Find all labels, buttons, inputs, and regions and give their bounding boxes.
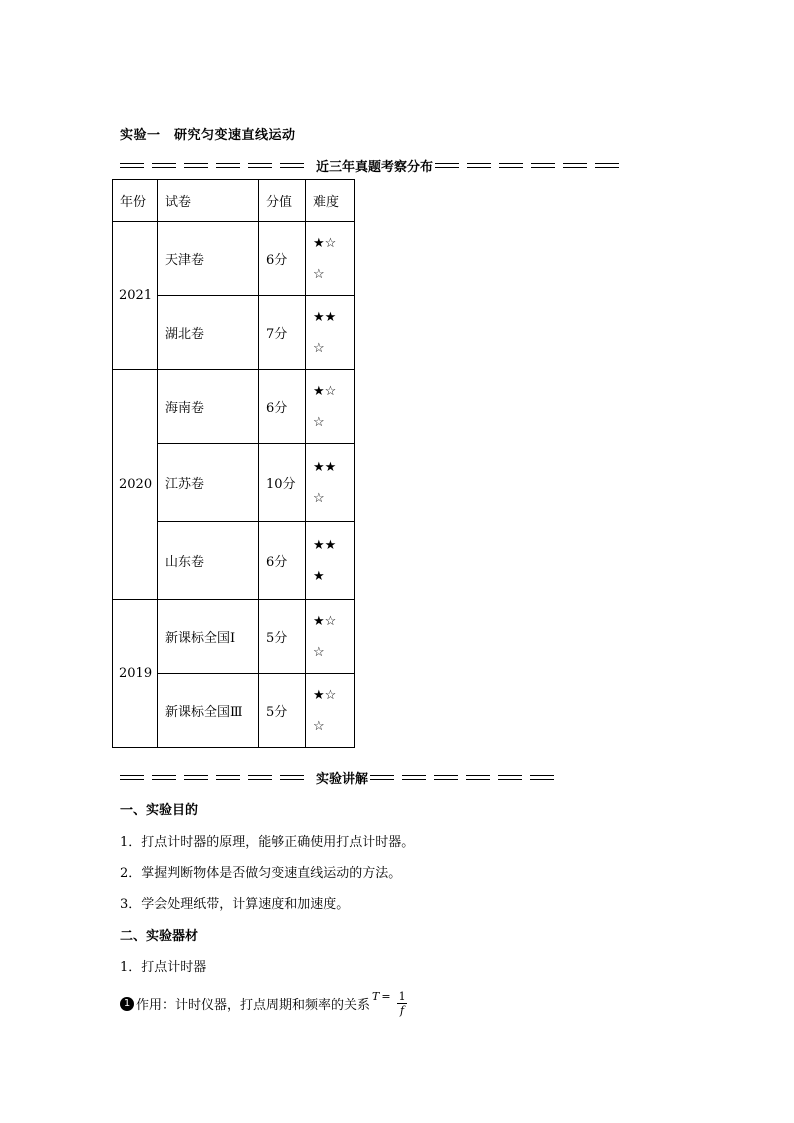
header-paper: 试卷 xyxy=(158,180,259,222)
difficulty-cell xyxy=(306,522,355,600)
divider-dash xyxy=(530,775,554,780)
difficulty-stars: ☆ xyxy=(313,266,325,282)
divider-dash xyxy=(467,163,491,168)
difficulty-stars: ☆ xyxy=(313,340,325,356)
score-cell: 6分 xyxy=(259,222,306,296)
divider-dash xyxy=(216,775,240,780)
paper-cell: 新课标全国Ⅰ xyxy=(158,600,259,674)
divider-dash xyxy=(216,163,240,168)
header-difficulty: 难度 xyxy=(306,180,355,222)
function-line xyxy=(120,990,408,1017)
divider-dash xyxy=(120,775,144,780)
divider-dash xyxy=(152,163,176,168)
paper-cell: 天津卷 xyxy=(158,222,259,296)
divider-dash xyxy=(280,775,304,780)
divider-dash xyxy=(120,163,144,168)
score-cell: 5分 xyxy=(259,674,306,748)
function-text: 作用：计时仪器，打点周期和频率的关系 xyxy=(136,998,371,1013)
difficulty-cell xyxy=(306,444,355,522)
score-cell: 6分 xyxy=(259,370,306,444)
header-score: 分值 xyxy=(259,180,306,222)
exam-distribution-table xyxy=(112,179,355,748)
difficulty-stars: ★☆ xyxy=(313,383,337,399)
formula-equals: = xyxy=(381,990,391,1003)
divider-dash xyxy=(435,163,459,168)
divider-label: 近三年真题考察分布 xyxy=(316,160,434,175)
difficulty-cell xyxy=(306,674,355,748)
difficulty-stars: ★ xyxy=(313,568,325,584)
score-cell: 7分 xyxy=(259,296,306,370)
divider-dash xyxy=(184,775,208,780)
divider-dash xyxy=(248,775,272,780)
difficulty-stars: ☆ xyxy=(313,718,325,734)
difficulty-stars: ★★ xyxy=(313,537,337,553)
difficulty-stars: ☆ xyxy=(313,414,325,430)
fraction-numerator: 1 xyxy=(398,990,406,1003)
divider-dash xyxy=(402,775,426,780)
table-row xyxy=(113,600,355,674)
divider-dash xyxy=(184,163,208,168)
circled-number-icon: 1 xyxy=(120,997,134,1011)
purpose-item: 1．打点计时器的原理，能够正确使用打点计时器。 xyxy=(120,835,415,850)
score-cell: 10分 xyxy=(259,444,306,522)
year-cell: 2020 xyxy=(113,370,158,600)
difficulty-stars: ★☆ xyxy=(313,613,337,629)
divider-dash xyxy=(498,775,522,780)
paper-cell: 海南卷 xyxy=(158,370,259,444)
table-header-row xyxy=(113,180,355,222)
divider-dash xyxy=(280,163,304,168)
year-cell: 2019 xyxy=(113,600,158,748)
divider-dash xyxy=(531,163,555,168)
divider-dash xyxy=(370,775,394,780)
score-cell: 5分 xyxy=(259,600,306,674)
difficulty-stars: ☆ xyxy=(313,490,325,506)
divider-dash xyxy=(434,775,458,780)
divider-dash xyxy=(499,163,523,168)
table-row xyxy=(113,222,355,296)
purpose-item: 2．掌握判断物体是否做匀变速直线运动的方法。 xyxy=(120,866,402,881)
page-title: 实验一 研究匀变速直线运动 xyxy=(120,128,296,143)
paper-cell: 湖北卷 xyxy=(158,296,259,370)
difficulty-cell xyxy=(306,296,355,370)
formula-fraction xyxy=(397,990,408,1017)
equipment-item: 1．打点计时器 xyxy=(120,960,207,975)
year-cell: 2021 xyxy=(113,222,158,370)
difficulty-stars: ★★ xyxy=(313,309,337,325)
paper-cell: 新课标全国Ⅲ xyxy=(158,674,259,748)
header-year: 年份 xyxy=(113,180,158,222)
divider-dash xyxy=(595,163,619,168)
difficulty-stars: ☆ xyxy=(313,644,325,660)
difficulty-stars: ★☆ xyxy=(313,687,337,703)
divider-label: 实验讲解 xyxy=(316,772,369,787)
fraction-denominator: f xyxy=(400,1004,405,1017)
difficulty-cell xyxy=(306,370,355,444)
section-heading-equipment: 二、实验器材 xyxy=(120,929,199,944)
divider-dash xyxy=(248,163,272,168)
paper-cell: 山东卷 xyxy=(158,522,259,600)
paper-cell: 江苏卷 xyxy=(158,444,259,522)
table-row xyxy=(113,370,355,444)
divider-dash xyxy=(152,775,176,780)
difficulty-stars: ★☆ xyxy=(313,235,337,251)
difficulty-stars: ★★ xyxy=(313,459,337,475)
section-heading-purpose: 一、实验目的 xyxy=(120,803,199,818)
difficulty-cell xyxy=(306,222,355,296)
formula-period-symbol: T xyxy=(372,990,380,1003)
divider-dash xyxy=(466,775,490,780)
purpose-item: 3．学会处理纸带，计算速度和加速度。 xyxy=(120,897,350,912)
score-cell: 6分 xyxy=(259,522,306,600)
section-divider-exam xyxy=(120,156,627,175)
divider-dash xyxy=(563,163,587,168)
section-divider-lecture xyxy=(120,768,562,787)
difficulty-cell xyxy=(306,600,355,674)
